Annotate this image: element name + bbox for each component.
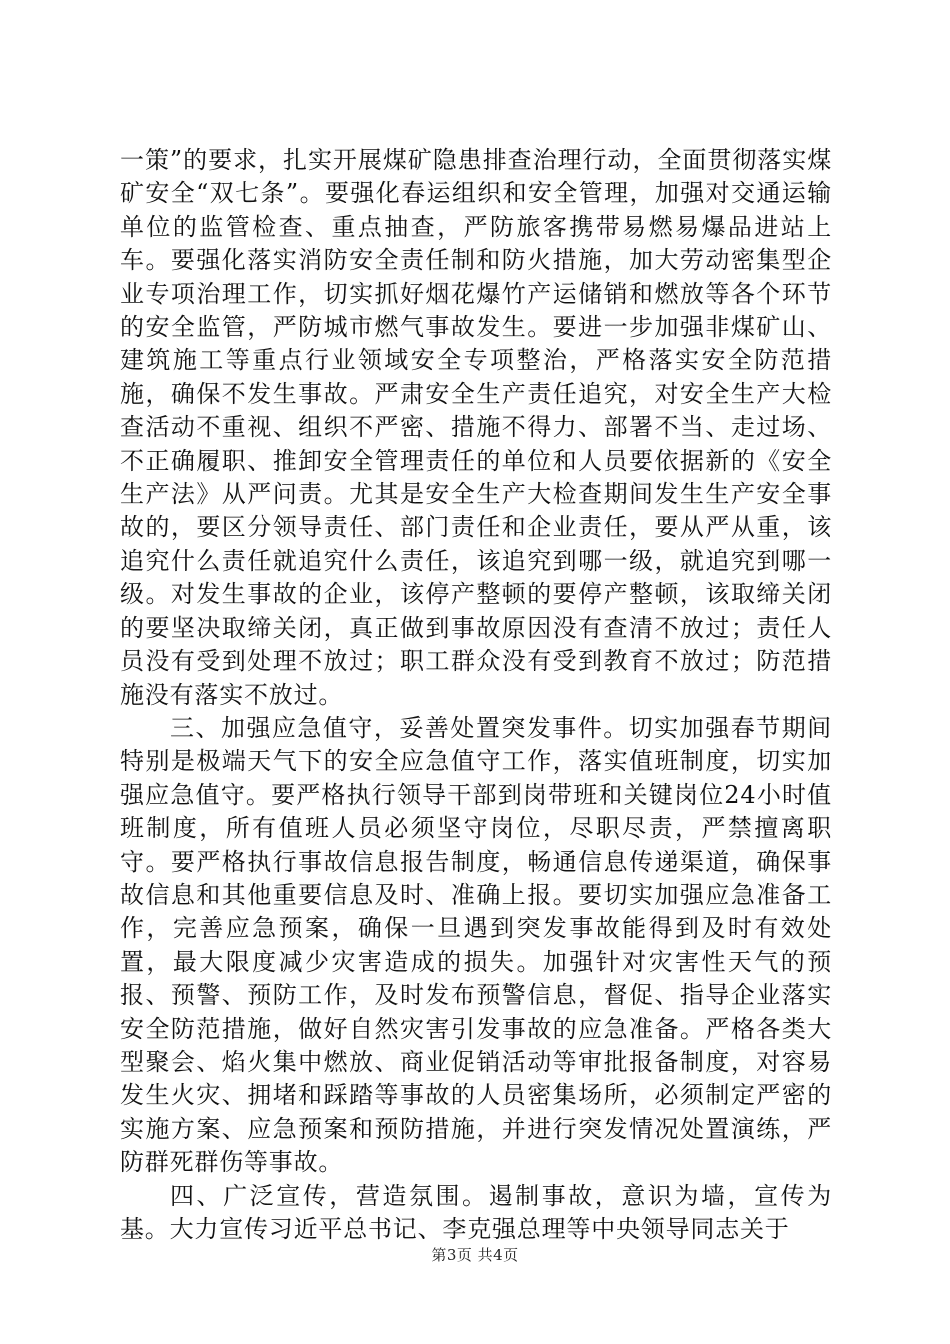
page-number-footer: 第3页 共4页 — [431, 1246, 519, 1264]
paragraph-section-three: 三、加强应急值守，妥善处置突发事件。切实加强春节期间特别是极端天气下的安全应急值守工作，落实值班制度，切实加强应急值守。要严格执行领导干部到岗带班和关键岗位24小时值班制度，所有值班人员必须坚守岗位，尽职尽责，严禁擅离职守。要严格执行事故信息报告制度，畅通信息传递渠道，确保事故信息和其他重要信息及时、准确上报。要切实加强应急准备工作，完善应急预案，确保一旦遇到突发事故能得到及时有效处置，最大限度减少灾害造成的损失。加强针对灾害性天气的预报、预警、预防工作，及时发布预警信息，督促、指导企业落实安全防范措施，做好自然灾害引发事故的应急准备。严格各类大型聚会、焰火集中燃放、商业促销活动等审批报备制度，对容易发生火灾、拥堵和踩踏等事故的人员密集场所，必须制定严密的实施方案、应急预案和预防措施，并进行突发情况处置演练，严防群死群伤等事故。 — [120, 713, 832, 1177]
paragraph-section-four: 四、广泛宣传，营造氛围。遏制事故，意识为墙，宣传为基。大力宣传习近平总书记、李克强总理等中央领导同志关于 — [120, 1181, 832, 1243]
document-body — [120, 144, 832, 1246]
paragraph-continuation: 一策”的要求，扎实开展煤矿隐患排查治理行动，全面贯彻落实煤矿安全“双七条”。要强化春运组织和安全管理，加强对交通运输单位的监管检查、重点抽查，严防旅客携带易燃易爆品进站上车。要强化落实消防安全责任制和防火措施，加大劳动密集型企业专项治理工作，切实抓好烟花爆竹产运储销和燃放等各个环节的安全监管，严防城市燃气事故发生。要进一步加强非煤矿山、建筑施工等重点行业领域安全专项整治，严格落实安全防范措施，确保不发生事故。严肃安全生产责任追究，对安全生产大检查活动不重视、组织不严密、措施不得力、部署不当、走过场、不正确履职、推卸安全管理责任的单位和人员要依据新的《安全生产法》从严问责。尤其是安全生产大检查期间发生生产安全事故的，要区分领导责任、部门责任和企业责任，要从严从重，该追究什么责任就追究什么责任，该追究到哪一级，就追究到哪一级。对发生事故的企业，该停产整顿的要停产整顿，该取缔关闭的要坚决取缔关闭，真正做到事故原因没有查清不放过；责任人员没有受到处理不放过；职工群众没有受到教育不放过；防范措施没有落实不放过。 — [120, 146, 832, 709]
